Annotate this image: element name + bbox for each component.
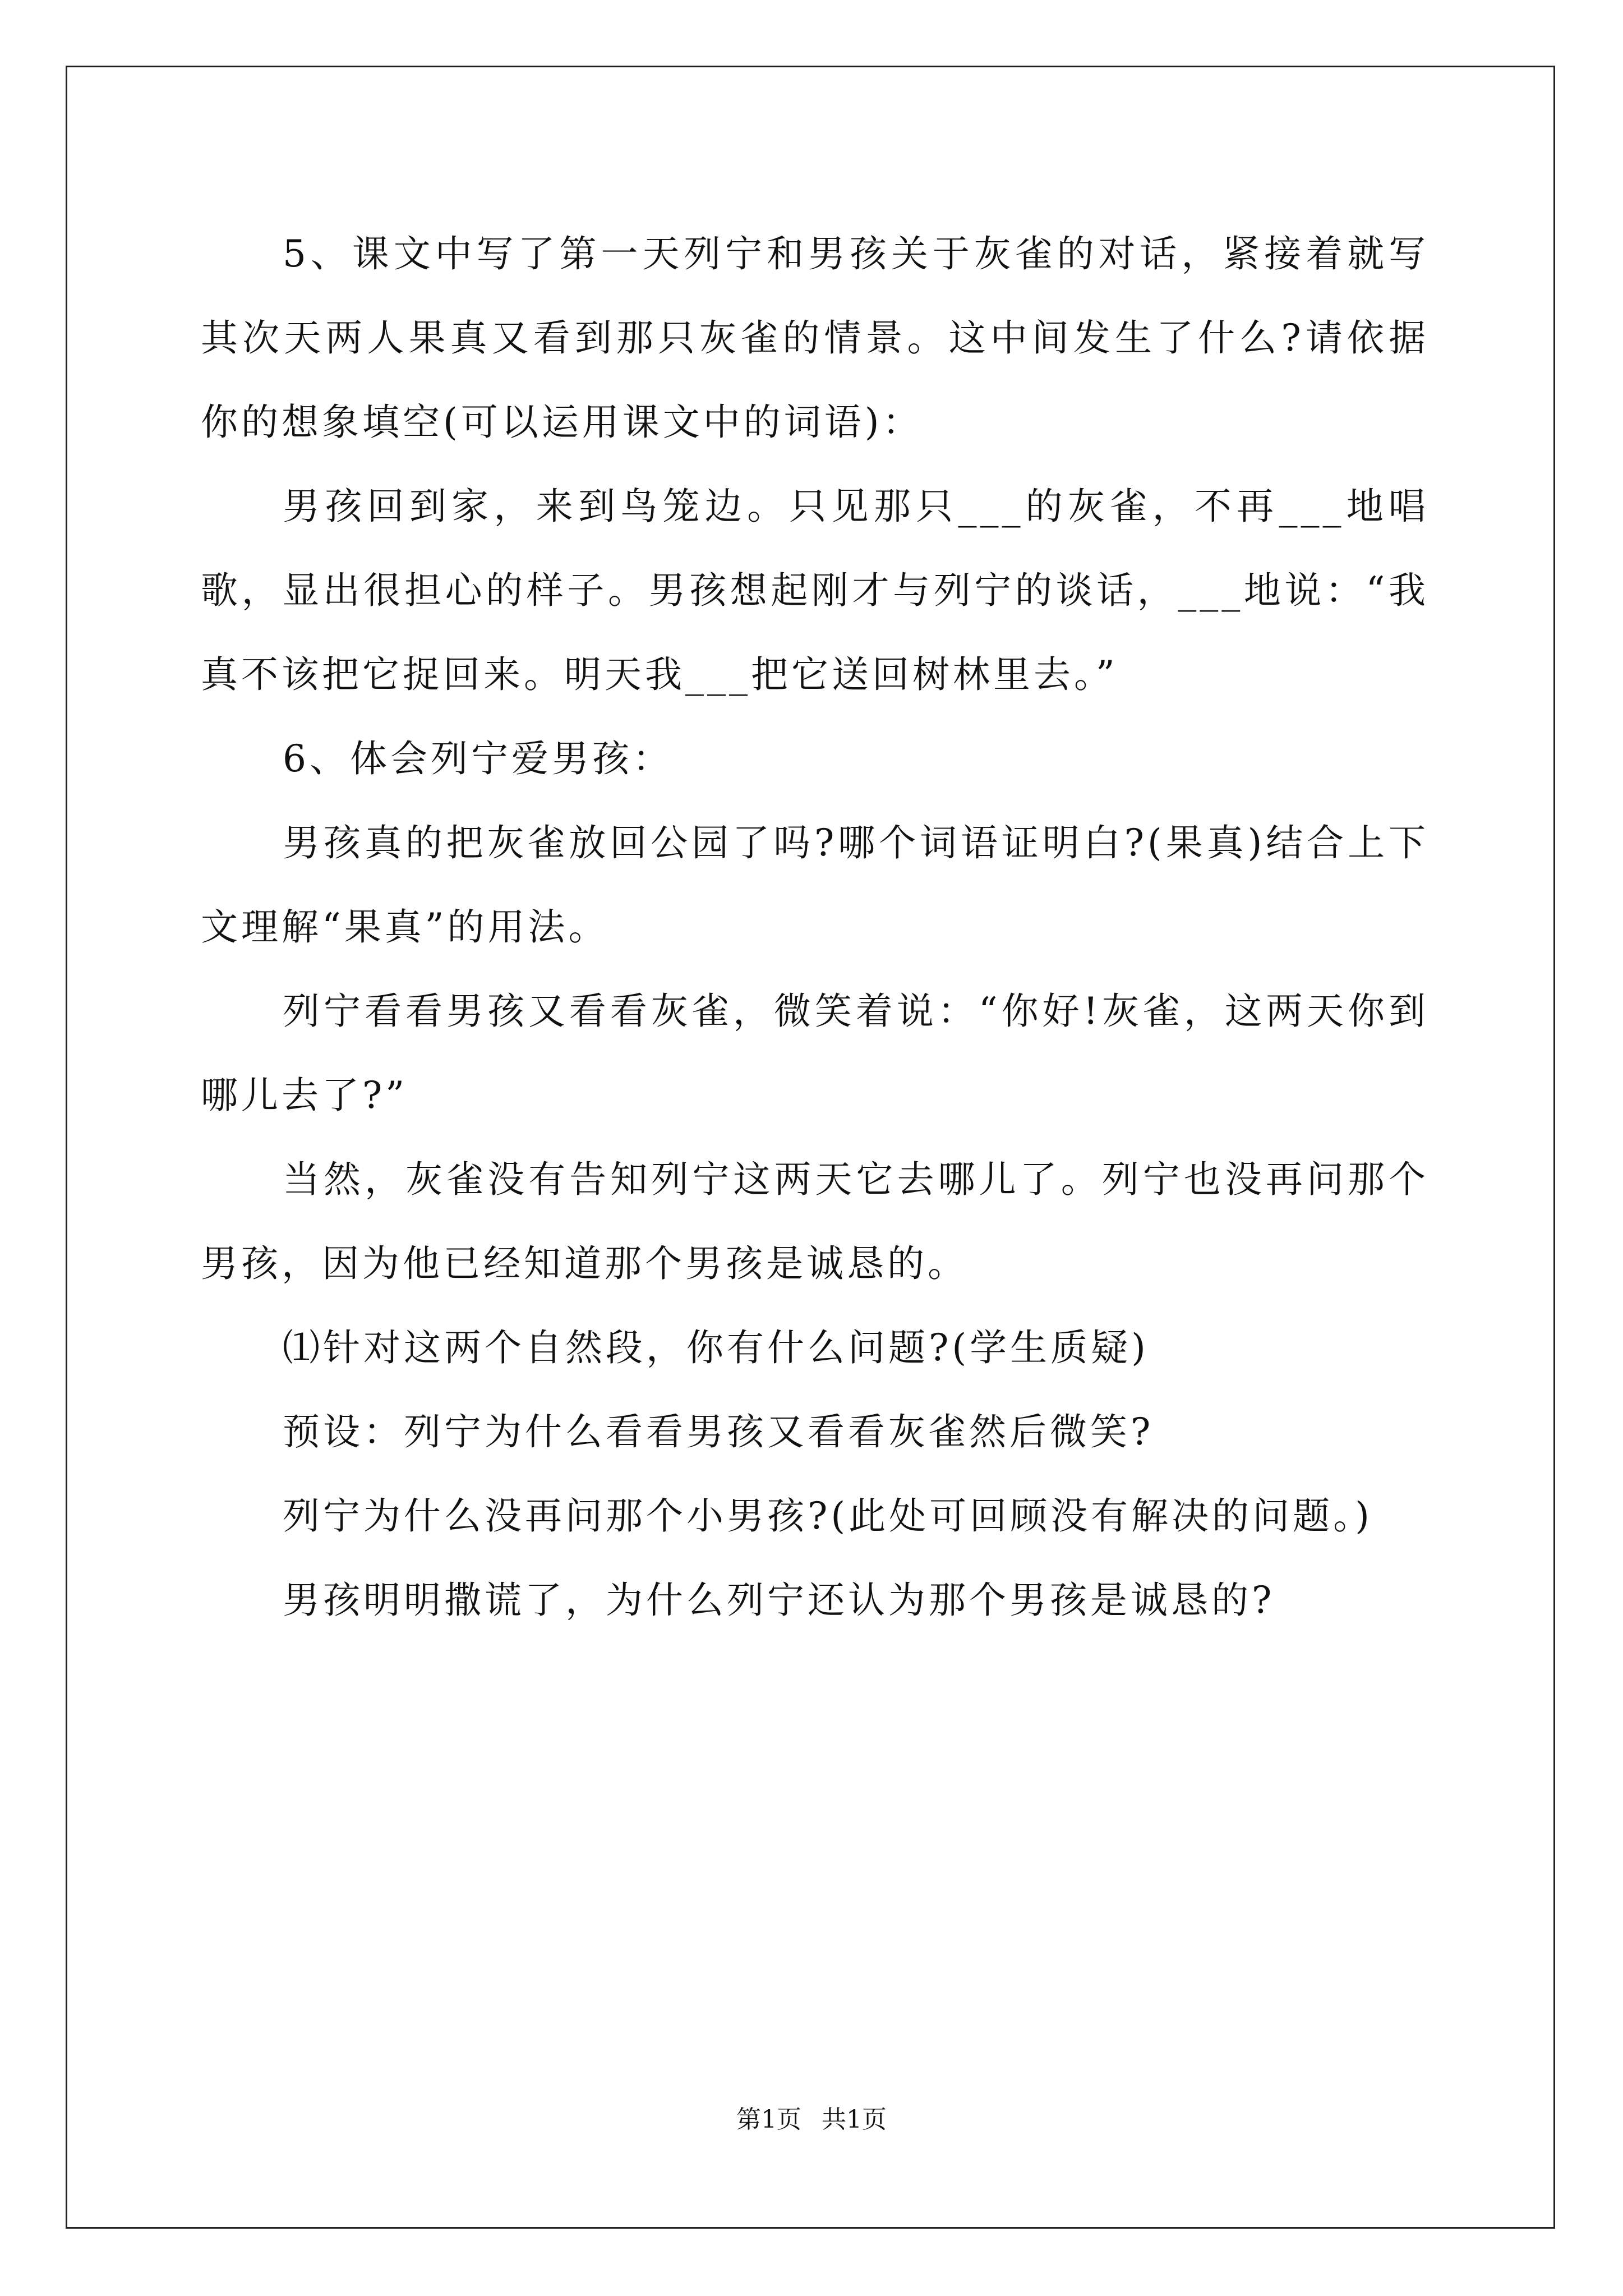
paragraph-fill-in-blank: 男孩回到家，来到鸟笼边。只见那只___的灰雀，不再___地唱歌，显出很担心的样子。男孩想起刚才与列宁的谈话，___地说：“我真不该把它捉回来。明天我___把它送回树林里去。”: [201, 485, 1429, 696]
paragraph-question-5: 5、课文中写了第一天列宁和男孩关于灰雀的对话，紧接着就写其次天两人果真又看到那只灰雀的情景。这中间发生了什么?请依据你的想象填空(可以运用课文中的词语)：: [201, 232, 1429, 444]
paragraph-lenin-greeting: 列宁看看男孩又看看灰雀，微笑着说：“你好!灰雀，这两天你到哪儿去了?”: [201, 990, 1429, 1117]
paragraph-honest-boy: 当然，灰雀没有告知列宁这两天它去哪儿了。列宁也没再问那个男孩，因为他已经知道那个男孩是诚恳的。: [201, 1158, 1429, 1285]
paragraph-guozhen: 男孩真的把灰雀放回公园了吗?哪个词语证明白?(果真)结合上下文理解“果真”的用法。: [201, 821, 1429, 949]
paragraph-student-questions: ⑴针对这两个自然段，你有什么问题?(学生质疑): [283, 1326, 1149, 1369]
paragraph-why-not-ask: 列宁为什么没再问那个小男孩?(此处可回顾没有解决的问题。): [283, 1494, 1373, 1538]
paragraph-question-6: 6、体会列宁爱男孩：: [283, 737, 673, 780]
page-number: 第1页: [736, 2105, 801, 2134]
document-body: [201, 212, 1429, 1642]
paragraph-preset-question: 预设：列宁为什么看看男孩又看看灰雀然后微笑?: [283, 1410, 1154, 1453]
page-footer: [0, 2099, 1623, 2135]
paragraph-why-honest: 男孩明明撒谎了，为什么列宁还认为那个男孩是诚恳的?: [283, 1579, 1275, 1622]
page-count: 共1页: [822, 2105, 887, 2134]
